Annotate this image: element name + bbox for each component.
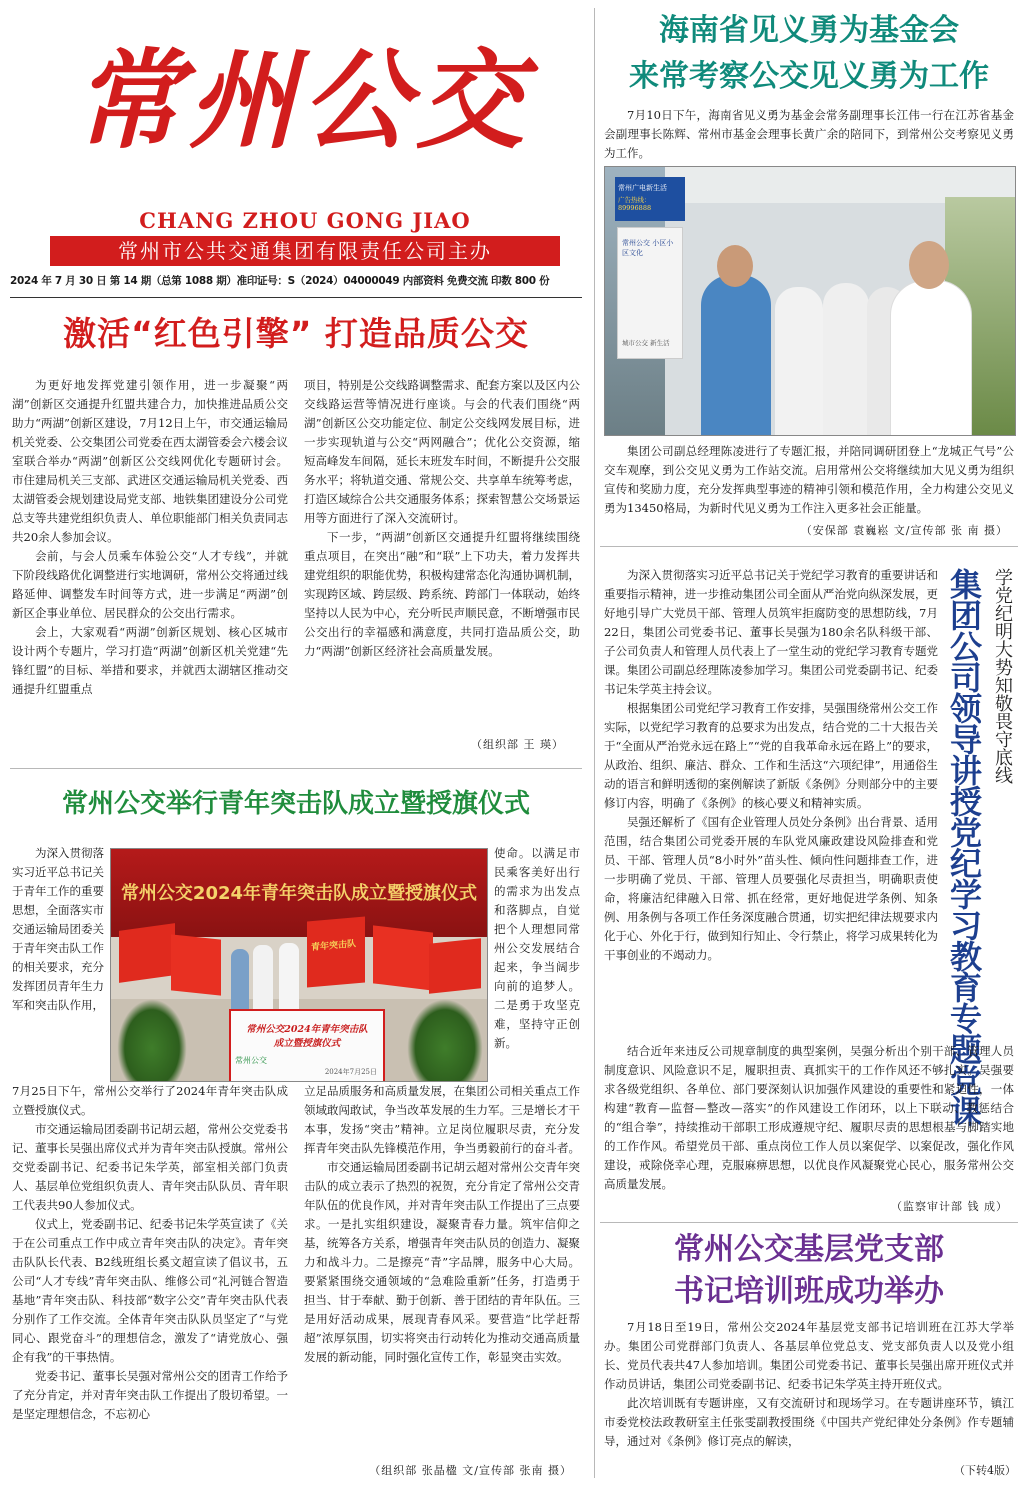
article-party-lecture-byline: （监察审计部 钱 成） [891, 1200, 1008, 1213]
panel-text: 常州公交 小区小区文化 [622, 239, 674, 257]
masthead-logo: 常州公交 [73, 38, 530, 164]
article-paragraph: 立足品质服务和高质量发展，在集团公司相关重点工作领域敢闯敢试，争当改革发展的生力军。三是增长才干本事，发扬“突击”精神。立足岗位履职尽责，充分发挥青年突击队先锋模范作用，争当勇毅前行的奋斗者。 [304, 1084, 580, 1155]
article-youth-team-left-narrow [12, 844, 104, 1015]
plant [407, 999, 483, 1081]
board-title-line2: 成立暨授旗仪式 [273, 1038, 341, 1049]
article-paragraph: 会上，大家观看“两湖”创新区规划、核心区城市设计两个专题片，学习打造“两湖”创新区机关党建“先锋红盟”的目标、举措和要求，并就西太湖辖区推动交通提升红盟重点 [12, 625, 288, 696]
article-hainan-byline: （安保部 袁巍崧 文/宣传部 张 南 摄） [800, 524, 1008, 537]
article-red-engine-col1 [12, 376, 288, 699]
article-paragraph: 仪式上，党委副书记、纪委书记朱学英宣读了《关于在公司重点工作中成立青年突击队的决定》。青年突击队队长代表、B2线班组长奚文超宣读了倡议书，五公司“人才专线”青年突击队、维修公司“礼河链合智造基地”青年突击队、科技部“数字公交”青年突击队代表分别作了工作交流。全体青年突击队队员坚定了“与党同心、跟党奋斗”的理想信念，激发了“请党放心、强企有我”的干事热情。 [12, 1217, 288, 1364]
article-paragraph: 集团公司副总经理陈凌进行了专题汇报，并陪同调研团登上“龙城正气号”公交车观摩，到公交见义勇为工作站交流。启用常州公交将继续加大见义勇为组织宣传和奖励力度，充分发挥典型事迹的精神引领和模范作用，全力构建公交见义勇为13450格局，为新时代见义勇为工作注入更多社会正能量。 [604, 444, 1014, 515]
article-red-engine-col2 [304, 376, 580, 661]
continued-notice: （下转4版） [954, 1464, 1016, 1477]
masthead [10, 8, 590, 300]
article-paragraph: 吴强还解析了《国有企业管理人员处分条例》出台背景、适用范围，结合集团公司党委开展的车队党风廉政建设风险排查和党员、干部、管理人员“8小时外”苗头性、倾向性问题排查工作，进一步明确了党员、干部、管理人员要强化尽责担当，明确职责使命，将廉洁纪律融入日常、抓在经常，更好地促进学条例、知条例、用条例与各项工作任务深度融合贯通，切实把纪律法规要求内化于心、外化于行，做到知行知止、令行禁止，将学习成果转化为干事创业的不竭动力。 [604, 815, 938, 962]
person-head [717, 245, 753, 287]
article-hainan-title-line2: 来常考察公交见义勇为工作 [629, 59, 989, 94]
person [231, 949, 249, 1015]
subtitle-phrase: 学党纪 [992, 568, 1013, 622]
person [891, 281, 971, 435]
article-youth-team-col2 [304, 1082, 580, 1367]
person [775, 287, 823, 435]
article-hainan-body [604, 442, 1014, 518]
panel-caption: 城市公交 新生活 [622, 339, 670, 347]
article-training-title-line1: 常州公交基层党支部 [674, 1232, 944, 1267]
article-paragraph: 使命。以满足市民乘客美好出行的需求为出发点和落脚点，自觉把个人理想同常州公交发展结合起来，争当阔步向前的追梦人。二是勇于攻坚克难，坚持守正创新。 [494, 846, 580, 1050]
article-party-lecture-top [604, 566, 938, 965]
article-paragraph: 项目，特别是公交线路调整需求、配套方案以及区内公交线路运营等情况进行座谈。与会的代表们围绕“两湖”创新区公交功能定位、制定公交线网发展目标，进一步实现轨道与公交“两网融合”；优化公交资源，缩短高峰发车间隔，延长末班发车时间，不断提升公交服务水平；将轨道交通、常规公交、共享单车统筹考虑，打造区域综合公共交通服务体系；探索智慧公交场景运用等方面进行了深入交流研讨。 [304, 378, 580, 525]
board-title-line1: 常州公交2024年青年突击队 [246, 1024, 368, 1035]
article-party-lecture-subtitle [988, 568, 1016, 784]
section-divider [600, 1222, 1018, 1223]
article-youth-team-byline: （组织部 张晶楹 文/宣传部 张南 摄） [369, 1464, 572, 1477]
person [253, 945, 273, 1015]
youth-team-ceremony-photo [110, 848, 488, 1082]
column-divider [594, 8, 595, 1478]
flag-text: 青年突击队 [311, 939, 357, 954]
article-youth-team-col1 [12, 1082, 288, 1424]
red-flag [171, 934, 221, 995]
article-paragraph: 为深入贯彻落实习近平总书记关于党纪学习教育的重要讲话和重要指示精神，进一步推动集团公司全面从严治党向纵深发展，更好地引导广大党员干部、管理人员筑牢拒腐防变的思想防线，7月22日，集团公司党委书记、董事长吴强为180余名队科级干部、子公司负责人和管理人员代表上了一堂生动的党纪学习教育专题党课。集团公司副总经理陈凌参加学习。集团公司党委副书记、纪委书记朱学英主持会议。 [604, 568, 938, 696]
person-head [909, 241, 949, 289]
article-paragraph: 为更好地发挥党建引领作用，进一步凝聚“两湖”创新区交通提升红盟共建合力，加快推进品质公交助力“两湖”创新区建设，7月12日上午，市交通运输局机关党委、公交集团公司党委在西太湖管委会六楼会议室联合举办“两湖”创新区公交线网优化专题研讨会。市住建局机关三支部、武进区交通运输局机关党委、西太湖管委会规划建设局党支部、地铁集团建设分公司党总支等共建党组织负责人、单位职能部门相关负责同志共20余人参加会议。 [12, 378, 288, 544]
section-divider [10, 768, 582, 769]
article-paragraph: 市交通运输局团委副书记胡云超对常州公交青年突击队的成立表示了热烈的祝贺，充分肯定了常州公交青年队伍的优良作风，并对青年突击队工作提出了三点要求。一是扎实组织建设，凝聚青春力量。筑牢信仰之基，统筹各方关系，增强青年突击队员的创造力、凝聚力和战斗力。二是擦亮“青”字品牌，服务中心大局。要紧紧围绕交通领域的“急难险重新”任务，打造勇于担当、甘于奉献、勤于创新、善于团结的青年队伍。三是用好活动成果，展现青春风采。要营造“比学赶帮超”浓厚氛围，切实将突击行动转化为推动交通高质量发展的新动能，同时强化宣传工作，彰显突击实效。 [304, 1160, 580, 1364]
board-corner-text: 常州公交 [235, 1056, 267, 1065]
article-training-title-line2: 书记培训班成功举办 [674, 1274, 944, 1309]
red-flag [373, 925, 433, 990]
masthead-divider [10, 297, 582, 298]
article-paragraph: 7月10日下午，海南省见义勇为基金会常务副理事长江伟一行在江苏省基金会副理事长陈辉、常州市基金会理事长黄广余的陪同下，到常州公交考察见义勇为工作。 [604, 108, 1014, 160]
article-hainan-intro [604, 106, 1014, 163]
screen-text-2: 广告热线：89996888 [618, 196, 652, 212]
issue-info: 2024 年 7 月 30 日 第 14 期（总第 1088 期）准印证号：S（2024）04000049 内部资料 免费交流 印数 800 份 [10, 275, 550, 287]
article-paragraph: 党委书记、董事长吴强对常州公交的团青工作给予了充分肯定，并对青年突击队工作提出了殷切希望。一是坚定理想信念，不忘初心 [12, 1369, 288, 1421]
article-paragraph: 市交通运输局团委副书记胡云超，常州公交党委书记、董事长吴强出席仪式并为青年突击队授旗。常州公交党委副书记、纪委书记朱学英，部室相关部门负责人、基层单位党组织负责人、青年突击队队员、青年职工代表共90人参加仪式。 [12, 1122, 288, 1212]
person [701, 275, 771, 435]
ceremony-board [229, 1009, 385, 1082]
advert-screen [615, 177, 685, 221]
subtitle-phrase: 守底线 [992, 730, 1013, 784]
masthead-sponsor: 常州市公共交通集团有限责任公司主办 [118, 239, 492, 263]
article-hainan-title-line1: 海南省见义勇为基金会 [659, 13, 959, 48]
article-party-lecture-title: 集团公司领导讲授党纪学习教育专题党课 [945, 568, 983, 1126]
article-paragraph: 下一步，“两湖”创新区交通提升红盟将继续围绕重点项目，在突出“融”和“联”上下功夫，着力发挥共建党组织的职能优势，积极构建常态化沟通协调机制，实现跨区域、跨层级、跨系统、跨部门一体联动，始终坚持以人民为中心，充分听民声顺民意，不断增强市民公交出行的幸福感和满意度，共同打造品质公交，助力“两湖”创新区经济社会高质量发展。 [304, 530, 580, 658]
person [279, 943, 299, 1015]
subtitle-phrase: 明大势 [992, 622, 1013, 676]
masthead-sponsor-bar [50, 236, 560, 266]
section-divider [600, 546, 1018, 547]
article-paragraph: 为深入贯彻落实习近平总书记关于青年工作的重要思想，全面落实市交通运输局团委关于青年突击队工作的相关要求，充分发挥团员青年生力军和突击队作用， [12, 846, 104, 1012]
ceremony-banner-text: 常州公交2024年青年突击队成立暨授旗仪式 [120, 883, 478, 904]
masthead-pinyin: CHANG ZHOU GONG JIAO [139, 208, 471, 233]
article-paragraph: 7月25日下午，常州公交举行了2024年青年突击队成立暨授旗仪式。 [12, 1084, 288, 1117]
article-red-engine-title: 激活“红色引擎” 打造品质公交 [63, 314, 529, 353]
article-youth-team-title: 常州公交举行青年突击队成立暨授旗仪式 [61, 789, 530, 819]
article-paragraph: 会前，与会人员乘车体验公交“人才专线”，并就下阶段线路优化调整进行实地调研，常州公交将通过线路延伸、调整发车时间等方式，进一步满足“两湖”创新区企事业单位、居民群众的公交出行需求。 [12, 549, 288, 620]
screen-text-1: 常州广电新生活 [618, 184, 667, 192]
article-paragraph: 结合近年来违反公司规章制度的典型案例，吴强分析出个别干部、管理人员制度意识、风险意识不足，履职担责、真抓实干的工作作风还不够扎实。吴强要求各级党组织、各单位、部门要深刻认识加强作风建设的重要性和紧迫性，一体构建“教育—监督—整改—落实”的作风建设工作闭环，以上下联动、教惩结合的“组合拳”，持续推动干部职工形成遵规守纪、履职尽责的思想根基与脚踏实地的工作作风。希望党员干部、重点岗位工作人员以案促学、以案促改，强化作风建设，戒除侥幸心理，克服麻痹思想，以优良作风凝聚党心民心，服务常州公交高质量发展。 [604, 1044, 1014, 1191]
red-flag [119, 923, 175, 983]
display-panel [617, 227, 683, 359]
plant [117, 999, 187, 1081]
article-red-engine-byline: （组织部 王 瑛） [471, 738, 564, 751]
board-date: 2024年7月25日 [324, 1068, 377, 1076]
article-paragraph: 7月18日至19日，常州公交2024年基层党支部书记培训班在江苏大学举办。集团公司党群部门负责人、各基层单位党总支、党支部负责人以及党小组长、党员代表共47人参加培训。集团公司党委书记、董事长吴强出席开班仪式并作动员讲话，集团公司党委副书记、纪委书记朱学英主持开班仪式。 [604, 1320, 1014, 1391]
article-youth-team-right-narrow [494, 844, 580, 1053]
red-flag [429, 938, 481, 993]
person [823, 283, 869, 435]
red-flag [307, 916, 365, 987]
article-party-lecture-bottom [604, 1042, 1014, 1194]
article-paragraph: 根据集团公司党纪学习教育工作安排，吴强围绕常州公交工作实际，以党纪学习教育的总要求为出发点，结合党的二十大报告关于“全面从严治党永远在路上”“党的自我革命永远在路上”的要求，从政治、组织、廉洁、群众、工作和生活这“六项纪律”，用通俗生动的语言和鲜明透彻的案例解读了新版《条例》分则部分中的主要修订内容，明确了《条例》的核心要义和精神实质。 [604, 701, 939, 810]
hainan-visit-photo [604, 166, 1016, 436]
article-training-body [604, 1318, 1014, 1451]
article-paragraph: 此次培训既有专题讲座，又有交流研讨和现场学习。在专题讲座环节，镇江市委党校法政教研室主任张雯副教授围绕《中国共产党纪律处分条例》作专题辅导，通过对《条例》修订亮点的解读， [604, 1396, 1014, 1448]
subtitle-phrase: 知敬畏 [992, 676, 1013, 730]
